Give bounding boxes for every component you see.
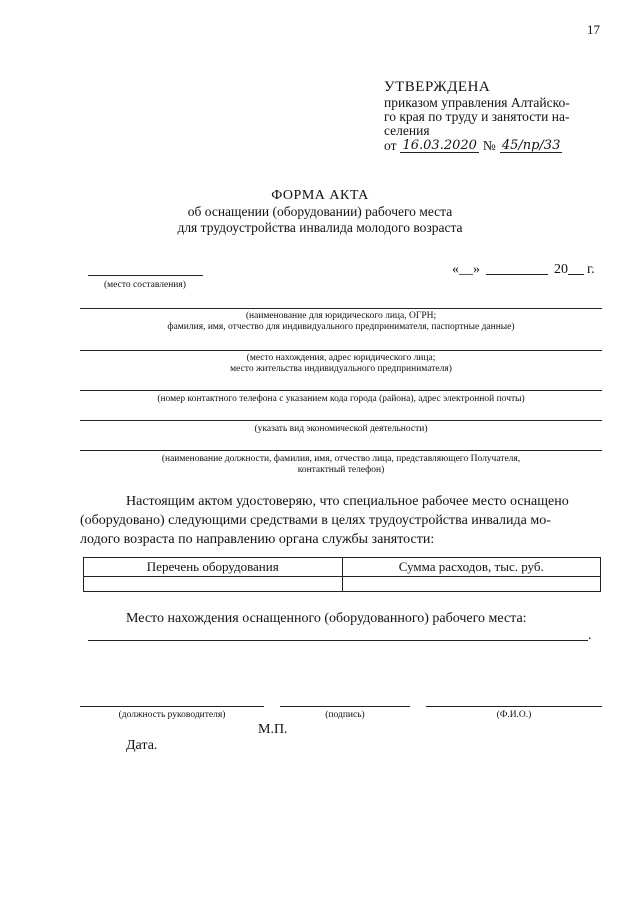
signature-caption: (подпись) xyxy=(325,710,365,720)
approval-line: селения xyxy=(384,123,430,138)
position-line[interactable] xyxy=(80,706,264,707)
approval-block xyxy=(384,80,602,153)
address-caption xyxy=(80,353,602,375)
header-expense-sum: Сумма расходов, тыс. руб. xyxy=(342,558,601,577)
approval-date: 16.03.2020 xyxy=(402,138,477,153)
date-field xyxy=(452,262,595,278)
form-title-sub1: об оснащении (оборудовании) рабочего места xyxy=(187,204,453,219)
representative-line[interactable] xyxy=(80,450,602,451)
workplace-location-label: Место нахождения оснащенного (оборудованного) рабочего места: xyxy=(126,611,527,626)
name-caption: (Ф.И.О.) xyxy=(496,710,532,720)
entity-caption xyxy=(80,311,602,333)
stamp-label: М.П. xyxy=(258,722,288,737)
workplace-location-period: . xyxy=(588,628,592,643)
paragraph-line: лодого возраста по направлению органа службы занятости: xyxy=(80,532,435,547)
activity-caption: (указать вид экономической деятельности) xyxy=(254,424,428,434)
place-caption: (место составления) xyxy=(104,280,186,290)
position-caption: (должность руководителя) xyxy=(118,710,226,720)
date-month-line[interactable] xyxy=(486,274,548,275)
approval-line: приказом управления Алтайско- xyxy=(384,95,570,110)
paragraph-line: (оборудовано) следующими средствами в целях трудоустройства инвалида мо- xyxy=(80,513,551,528)
table-header-row xyxy=(84,558,601,577)
address-line[interactable] xyxy=(80,350,602,351)
entity-caption-line: фамилия, имя, отчество для индивидуального предпринимателя, паспортные данные) xyxy=(167,322,515,332)
representative-caption xyxy=(80,454,602,476)
paragraph-line: Настоящим актом удостоверяю, что специальное рабочее место оснащено xyxy=(126,494,569,509)
place-line[interactable] xyxy=(88,275,203,276)
date-year-prefix: 20 xyxy=(554,262,568,277)
activity-line[interactable] xyxy=(80,420,602,421)
workplace-location-line[interactable] xyxy=(88,640,588,641)
form-title-main: ФОРМА АКТА xyxy=(271,188,369,203)
equipment-table xyxy=(83,557,601,592)
table-cell-equipment[interactable] xyxy=(84,577,343,592)
entity-caption-line: (наименование для юридического лица, ОГРН; xyxy=(245,311,437,321)
entity-line[interactable] xyxy=(80,308,602,309)
phone-line[interactable] xyxy=(80,390,602,391)
table-row xyxy=(84,577,601,592)
representative-caption-line: контактный телефон) xyxy=(297,465,385,475)
signature-line[interactable] xyxy=(280,706,410,707)
number-label: № xyxy=(482,138,496,153)
phone-caption: (номер контактного телефона с указанием кода города (района), адрес электронной почты) xyxy=(157,394,525,404)
header-equipment-list: Перечень оборудования xyxy=(84,558,343,577)
approval-number: 45/пр/33 xyxy=(501,138,561,153)
act-paragraph xyxy=(80,492,602,549)
address-caption-line: (место нахождения, адрес юридического лица; xyxy=(246,353,436,363)
date-year-suffix: г. xyxy=(587,262,595,277)
approval-title: УТВЕРЖДЕНА xyxy=(384,79,491,95)
representative-caption-line: (наименование должности, фамилия, имя, отчество лица, представляющего Получателя, xyxy=(161,454,521,464)
from-label: от xyxy=(384,138,397,153)
page-number: 17 xyxy=(587,22,600,37)
form-title-sub2: для трудоустройства инвалида молодого возраста xyxy=(177,220,463,235)
date-day[interactable]: «__» xyxy=(452,262,480,277)
table-cell-sum[interactable] xyxy=(342,577,601,592)
date-year-line[interactable] xyxy=(568,274,584,275)
approval-line: го края по труду и занятости на- xyxy=(384,109,570,124)
form-title xyxy=(0,188,640,236)
name-line[interactable] xyxy=(426,706,602,707)
date-label: Дата. xyxy=(126,738,158,753)
approval-date-row xyxy=(384,139,602,153)
address-caption-line: место жительства индивидуального предпринимателя) xyxy=(230,364,452,374)
